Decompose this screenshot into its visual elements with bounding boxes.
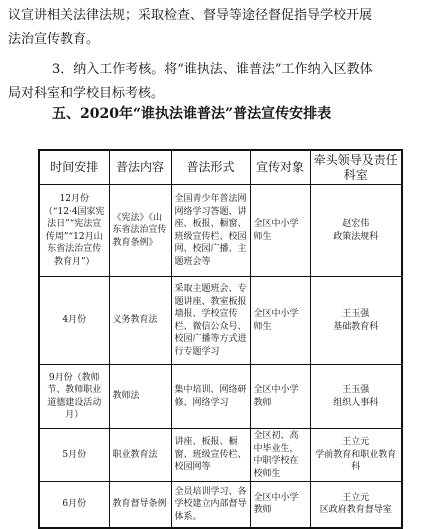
lead-person: 赵宏伟	[342, 219, 370, 229]
table-row	[39, 365, 402, 429]
column-header-time: 时间安排	[39, 150, 109, 185]
paragraph-line: 议宣讲相关法律法规；采取检查、督导等途径督促指导学校开展	[8, 8, 373, 23]
lead-department: 学前教育和职业教育科	[315, 449, 397, 473]
cell-lead	[310, 429, 402, 482]
column-header-lead: 牵头领导及责任科室	[310, 150, 402, 185]
cell-form: 集中培训、网络研修、网络学习	[171, 365, 250, 429]
table-header-row	[39, 150, 402, 185]
cell-target: 全区中小学教师	[250, 365, 310, 429]
cell-time: 9月份（教师节、教师职业道德建设活动月）	[39, 365, 109, 429]
lead-department: 基础教育科	[333, 321, 379, 332]
cell-content: 《宪法》《山东省法治宣传教育条例》	[109, 185, 171, 277]
paragraph-line: 3．纳入工作考核。将“谁执法、谁普法”工作纳入区教体	[52, 62, 373, 77]
lead-department: 政策法规科	[333, 231, 379, 242]
column-header-content: 普法内容	[109, 150, 171, 185]
lead-person: 王立元	[342, 437, 370, 448]
table-row	[39, 277, 402, 365]
lead-person: 王玉强	[342, 309, 370, 319]
cell-lead	[310, 365, 402, 429]
table-row	[39, 482, 402, 528]
cell-form: 讲座、板报、橱窗、班级宣传栏、校园网等	[171, 429, 250, 482]
cell-form: 采取主题班会、专题讲座、教室板报墙报、学校宣传栏、微信公众号、校园广播等方式进行专题学习	[171, 277, 250, 365]
lead-department: 组织人事科	[333, 397, 379, 408]
column-header-form: 普法形式	[171, 150, 250, 185]
table-row	[39, 185, 402, 277]
column-header-target: 宣传对象	[250, 150, 310, 185]
cell-target: 全区中小学师生	[250, 185, 310, 277]
cell-form: 全国青少年普法网网络学习答题、讲座、板报、橱窗、班级宣传栏、校园网、校园广播、主题班会等	[171, 185, 250, 277]
paragraph-line: 局对科室和学校目标考核。	[8, 86, 165, 101]
cell-lead	[310, 277, 402, 365]
cell-target: 全区初、高中毕业生，中职学校在校师生	[250, 429, 310, 482]
cell-time: 5月份	[39, 429, 109, 482]
lead-person: 王立元	[342, 492, 370, 503]
cell-target: 全区中小学师生	[250, 277, 310, 365]
cell-content: 教师法	[109, 365, 171, 429]
cell-time: 12月份（“12·4国家宪法日”“宪法宣传周”“12月山东省法治宣传教育月”）	[39, 185, 109, 277]
cell-time: 6月份	[39, 482, 109, 528]
cell-lead	[310, 185, 402, 277]
cell-content: 职业教育法	[109, 429, 171, 482]
lead-department: 区政府教育督导室	[319, 505, 392, 516]
section-heading: 五、2020年“谁执法谁普法”普法宣传安排表	[52, 106, 332, 122]
schedule-table	[38, 149, 403, 529]
paragraph-line: 法治宣传教育。	[8, 32, 100, 47]
cell-target: 全区中小学教师	[250, 482, 310, 528]
cell-content: 义务教育法	[109, 277, 171, 365]
table-row	[39, 429, 402, 482]
cell-content: 教育督导条例	[109, 482, 171, 528]
cell-lead	[310, 482, 402, 528]
cell-form: 全员培训学习、各学校建立内部督导体系。	[171, 482, 250, 528]
cell-time: 4月份	[39, 277, 109, 365]
lead-person: 王玉强	[342, 385, 370, 395]
